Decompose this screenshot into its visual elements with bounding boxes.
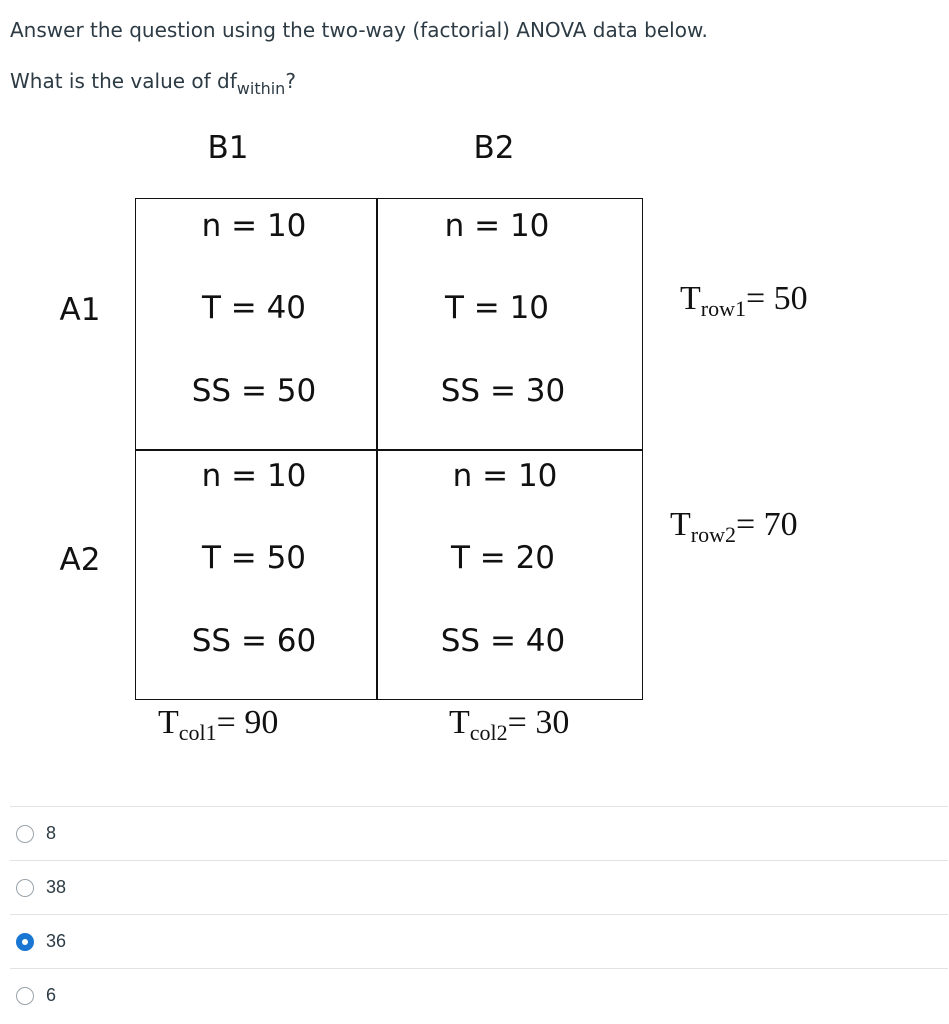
row-header-a2: A2 [59,542,101,578]
col-total-2 [449,704,569,746]
radio-button[interactable] [16,933,34,951]
anova-table-figure [0,110,949,790]
grid-horizontal-divider [136,449,642,451]
col-total-1-sub: col1 [178,720,217,745]
answer-option-label: 8 [46,823,57,843]
cell-a1b1-n: n = 10 [201,208,307,244]
cell-a1b2-t: T = 10 [444,290,550,326]
cell-a1b1-t: T = 40 [201,290,307,326]
answer-option-label: 6 [46,985,57,1005]
answer-option-label: 36 [46,931,67,951]
answer-option[interactable] [10,860,948,914]
row-total-1-value: = 50 [746,280,808,317]
answer-option-label: 38 [46,877,67,897]
row-total-2-sub: row2 [690,522,736,547]
cell-a2b2-n: n = 10 [452,458,558,494]
row-total-2-label: T [670,506,691,543]
radio-button[interactable] [16,825,34,843]
question-intro: Answer the question using the two-way (factorial) ANOVA data below. [10,18,708,42]
radio-button[interactable] [16,987,34,1005]
question-prompt-subscript: within [236,79,286,98]
col-header-b1: B1 [207,130,249,166]
col-total-2-value: = 30 [507,704,570,741]
row-total-1-sub: row1 [700,296,746,321]
cell-a2b2-t: T = 20 [450,540,556,576]
row-total-1 [680,280,808,322]
cell-a1b2-n: n = 10 [444,208,550,244]
row-total-2-value: = 70 [736,506,798,543]
col-total-2-sub: col2 [469,720,508,745]
col-header-b2: B2 [473,130,515,166]
answer-option[interactable] [10,806,948,860]
col-total-1-value: = 90 [216,704,279,741]
cell-a1b1-ss: SS = 50 [191,373,317,409]
col-total-2-label: T [449,704,470,741]
row-header-a1: A1 [59,292,101,328]
row-total-1-label: T [680,280,701,317]
question-prompt-text: What is the value of df [10,69,237,93]
cell-a2b2-ss: SS = 40 [440,623,566,659]
cell-a2b1-ss: SS = 60 [191,623,317,659]
cell-a2b1-t: T = 50 [201,540,307,576]
answer-options [10,806,948,1022]
radio-button[interactable] [16,879,34,897]
row-total-2 [670,506,798,548]
answer-option[interactable] [10,968,948,1022]
answer-option[interactable] [10,914,948,968]
cell-a2b1-n: n = 10 [201,458,307,494]
col-total-1-label: T [158,704,179,741]
question-prompt [10,69,296,98]
col-total-1 [158,704,278,746]
question-prompt-suffix: ? [285,69,296,93]
cell-a1b2-ss: SS = 30 [440,373,566,409]
